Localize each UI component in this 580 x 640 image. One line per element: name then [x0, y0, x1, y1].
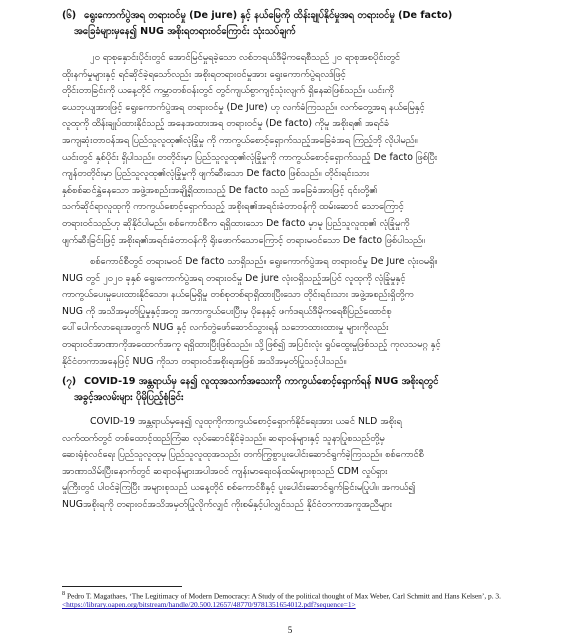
text-line: ယေဘုယျအားဖြင့် ရွေးကောက်ပွဲအရ တရားဝင်မှု (De Jure) ဟု လက်ခံကြသည်။ လက်တွေ့အရ နယ်မြေနှင့် — [62, 101, 425, 113]
page-number: 5 — [287, 625, 293, 635]
text-line: COVID-19 အန္တရာယ်မှနေ၍ လူထုကိုကာကွယ်စောင့်ရှောက်နိုင်ရေးအား ယခင် NLD အစိုးရ — [90, 416, 402, 427]
text-line: NUG ကို အသိအမှတ်ပြုမှုနှင့်အတူ အကာကွယ်ပေးပြီးမှ ပိုနေနှင့် ဖက်ဒရယ်ဒီမိုကရေစီပြည်ထောင်စု — [62, 305, 392, 317]
footnote-divider — [62, 586, 182, 587]
text-line: ကျန်တတိုင်းမှာ ပြည်သူလူထု၏လုံခြုံမှုကို ဖျက်ဆီးသော De facto ဖြစ်သည်။ တိုင်းရင်းသား — [62, 168, 370, 180]
text-line: အာဏာသိမ်းပြီးနောက်တွင် ဆရာဝန်များအပါအဝင် ကျန်းမာရေးဝန်ထမ်းများစုသည် CDM လှုပ်ရှား — [62, 465, 388, 477]
text-line: ယင်းတွင် နှစ်ပိုင်း ရှိပါသည်။ တတိုင်းမှာ ပြည်သူလူထု၏လုံခြုံမှုကို ကာကွယ်စောင့်ရှောက်သည့် De facto ဖြစ်ပြီး — [62, 151, 438, 163]
section-7-title-line2: အခွင့်အလမ်းများ ပိုမိုပြည့်စုံခြင်း — [74, 392, 184, 403]
section-6-title-line2: အခြေခံများမှနေ၍ NUG အစိုးရတရား၀င်ကြောင်း သုံးသပ်ချက် — [74, 26, 296, 37]
footnote — [62, 590, 548, 609]
section-6-title-line1: ရွေးကောက်ပွဲအရ တရားဝင်မှု (De jure) နှင့် နယ်မြေကို ထိန်းချုပ်နိုင်မှုအရ တရားဝင်မှု (De facto) — [84, 10, 453, 21]
text-line: လက်ထက်တွင် တစ်ထောင့်ထည်ကြံဆ လုပ်ဆောင်နိုင်ခဲ့သည်။ ဆရာဝန်များနှင့် သူနာပြုစသည်တို့မှ — [62, 432, 385, 444]
text-line: လူထုကို ထိန်းချုပ်ထားနိုင်သည့် အနေအထားအရ တရား၀င်မှု (De facto) ကိုမူ အစိုးရ၏ အရင်ခံ — [62, 118, 390, 130]
footnote-link[interactable]: <https://library.oapen.org/bitstream/handle/20.500.12657/48770/9781351654012.pdf?sequence=1> — [62, 600, 356, 610]
text-line: စစ်ကောင်စီတွင် တရားမဝင် De facto သာရှိသည်။ ရွေးကောက်ပွဲအရ တရားဝင်မှု De Jure လုံးဝမရှိ။ — [90, 256, 438, 267]
paragraph-1 — [62, 50, 532, 249]
text-line: ပေါ်ပေါက်လာရေးအတွက် NUG နှင့် လက်တွဲဖော်ဆောင်သွားရန် သဘောထားထားမှု များကိုလည်း — [62, 322, 389, 334]
text-line: ၂၀ ရာစုနှောင်းပိုင်းတွင် အောင်မြင်မှုရခဲ့သော လစ်ဘရယ်ဒီမိုကရေစီသည် ၂၀ ရာစုအစပိုင်းတွင် — [90, 52, 401, 63]
text-line: နှစ်စစ်ဆင်နွှဲနေသော အဖွဲ့အစည်းအချို့ရှိထားသည့် De facto သည် အခြေခံအားဖြင့် ၎င်းတို့၏ — [62, 184, 378, 196]
section-7-title-line1: COVID-19 အန္တရာယ်မှ နေ၍ လူထုအသက်အသေးကို ကာကွယ်စောင့်ရှောက်ရန် NUG အစိုးရတွင် — [84, 376, 439, 387]
section-6-number: (၆) — [62, 10, 77, 21]
text-line: တိုင်းတာခြင်းကို ယနေ့တိုင် ကမ္ဘာတစ်ဝန်းတွင် တွင်ကျယ်စွာကျင့်သုံးလျက် ရှိနေဆဲဖြစ်သည်။ ယင်းကို — [62, 85, 394, 97]
text-line: NUGအစိုးရကို တရားဝင်အသိအမှတ်ပြုလိုက်လျှင် ကိုးစမ်နှင့်ပါလျှင်သည် နိုင်ငံတကာအကူအညီများ — [62, 498, 392, 510]
text-line: ကာကွယ်ပေးမှုပေးထားနိုင်သော၊ နယ်မြေရှိမှု တစ်စုတစ်ရာရှိထားပြီးသော တိုင်းရင်းသား အဖွဲ့အစည်းရှိတို့က — [62, 289, 414, 301]
footnote-marker: 8 — [62, 591, 66, 597]
text-line: သက်ဆိုင်ရာလူထုကို ကာကွယ်စောင့်ရှောက်သည့် အစိုးရ၏အရင်းခံတာဝန်ကို ထမ်းဆောင် သောကြောင့် — [62, 201, 404, 213]
text-line: အကျဆုံးတာဝန်အရ ပြည်သူလူထု၏လုံခြုံမှု ကို ကာကွယ်စောင့်ရှောက်သည့်အခြေခံအရ ကြည့်ဘို လိုပါမည်။ — [62, 134, 418, 146]
text-line: တရားဝင်သည်ဟု ဆိုနိုင်ပါမည်။ စစ်ကောင်စီက ရရှိထားသော De facto မှာမူ ပြည်သူလူထု၏ လုံခြုံမှုကို — [62, 217, 410, 229]
section-7-heading — [62, 374, 532, 406]
section-6-heading — [62, 8, 532, 40]
text-line: ဖျက်ဆီးခြင်းဖြင့် အစိုးရ၏အရင်းခံတာဝန်ကို ရိုးဖောက်သောကြောင့် တရားမ၀င်သော De facto ဖြစ်ပါသည်။ — [62, 234, 425, 246]
paragraph-3 — [62, 414, 532, 514]
text-line: NUG တွင် ၂၀၂၀ ခုနှစ် ရွေးကောက်ပွဲအရ တရားဝင်မှု De jure လုံးဝရှိသည့်အပြင် လူထုကို လုံခြုံမှုနှင့် — [62, 272, 406, 284]
text-line: နိုင်ငံတကာအနေဖြင့် NUG ကိုသာ တရားဝင်အစိုးရအဖြစ် အသိအမှတ်ပြုသင့်ပါသည်။ — [62, 355, 347, 367]
text-line: မှုကြီးတွင် ပါဝင်ခဲ့ကြပြီး အများစုသည် ယနေ့တိုင် စစ်ကောင်စီနှင့် ပူးပေါင်းဆောင်ရွက်ခြင်းမပြုပါ။ အကယ်၍ — [62, 482, 416, 494]
text-line: တရားဝင်အာဏာကိုအထောက်အကူ ရရှိထားပြီးဖြစ်သည်။ သို့ဖြစ်၍ အပြင်းလုံး ရှုပ်ထွေးမှုဖြစ်သည့် ကုလသမဂ္ဂ နှင့် — [62, 338, 441, 350]
section-7-number: (၇) — [62, 376, 77, 387]
text-line: ထိုးနက်မှုများနှင့် ရင်ဆိုင်ခဲ့ရသော်လည်း အစိုးရတရား၀င်မှုအား ရွေးကောက်ပွဲရလဒ်ဖြင့် — [62, 68, 346, 80]
paragraph-2 — [62, 254, 532, 370]
footnote-text: Pedro T. Magathaes, ‘The Legitimacy of Modern Democracy: A Study of the political thought of Max Weber, Carl Schmitt and Hans Kelsen’, p. 3. — [66, 591, 501, 601]
text-line: ဆေးရုံစုံလင်ရေး ပြည်သူလူထုမှ ပြည်သူလူထုအသည်း တက်ကြွစွာပူးပေါင်းဆောင်ရွက်ခဲ့ကြသည်။ စစ်ကောင်စီ — [62, 449, 424, 461]
